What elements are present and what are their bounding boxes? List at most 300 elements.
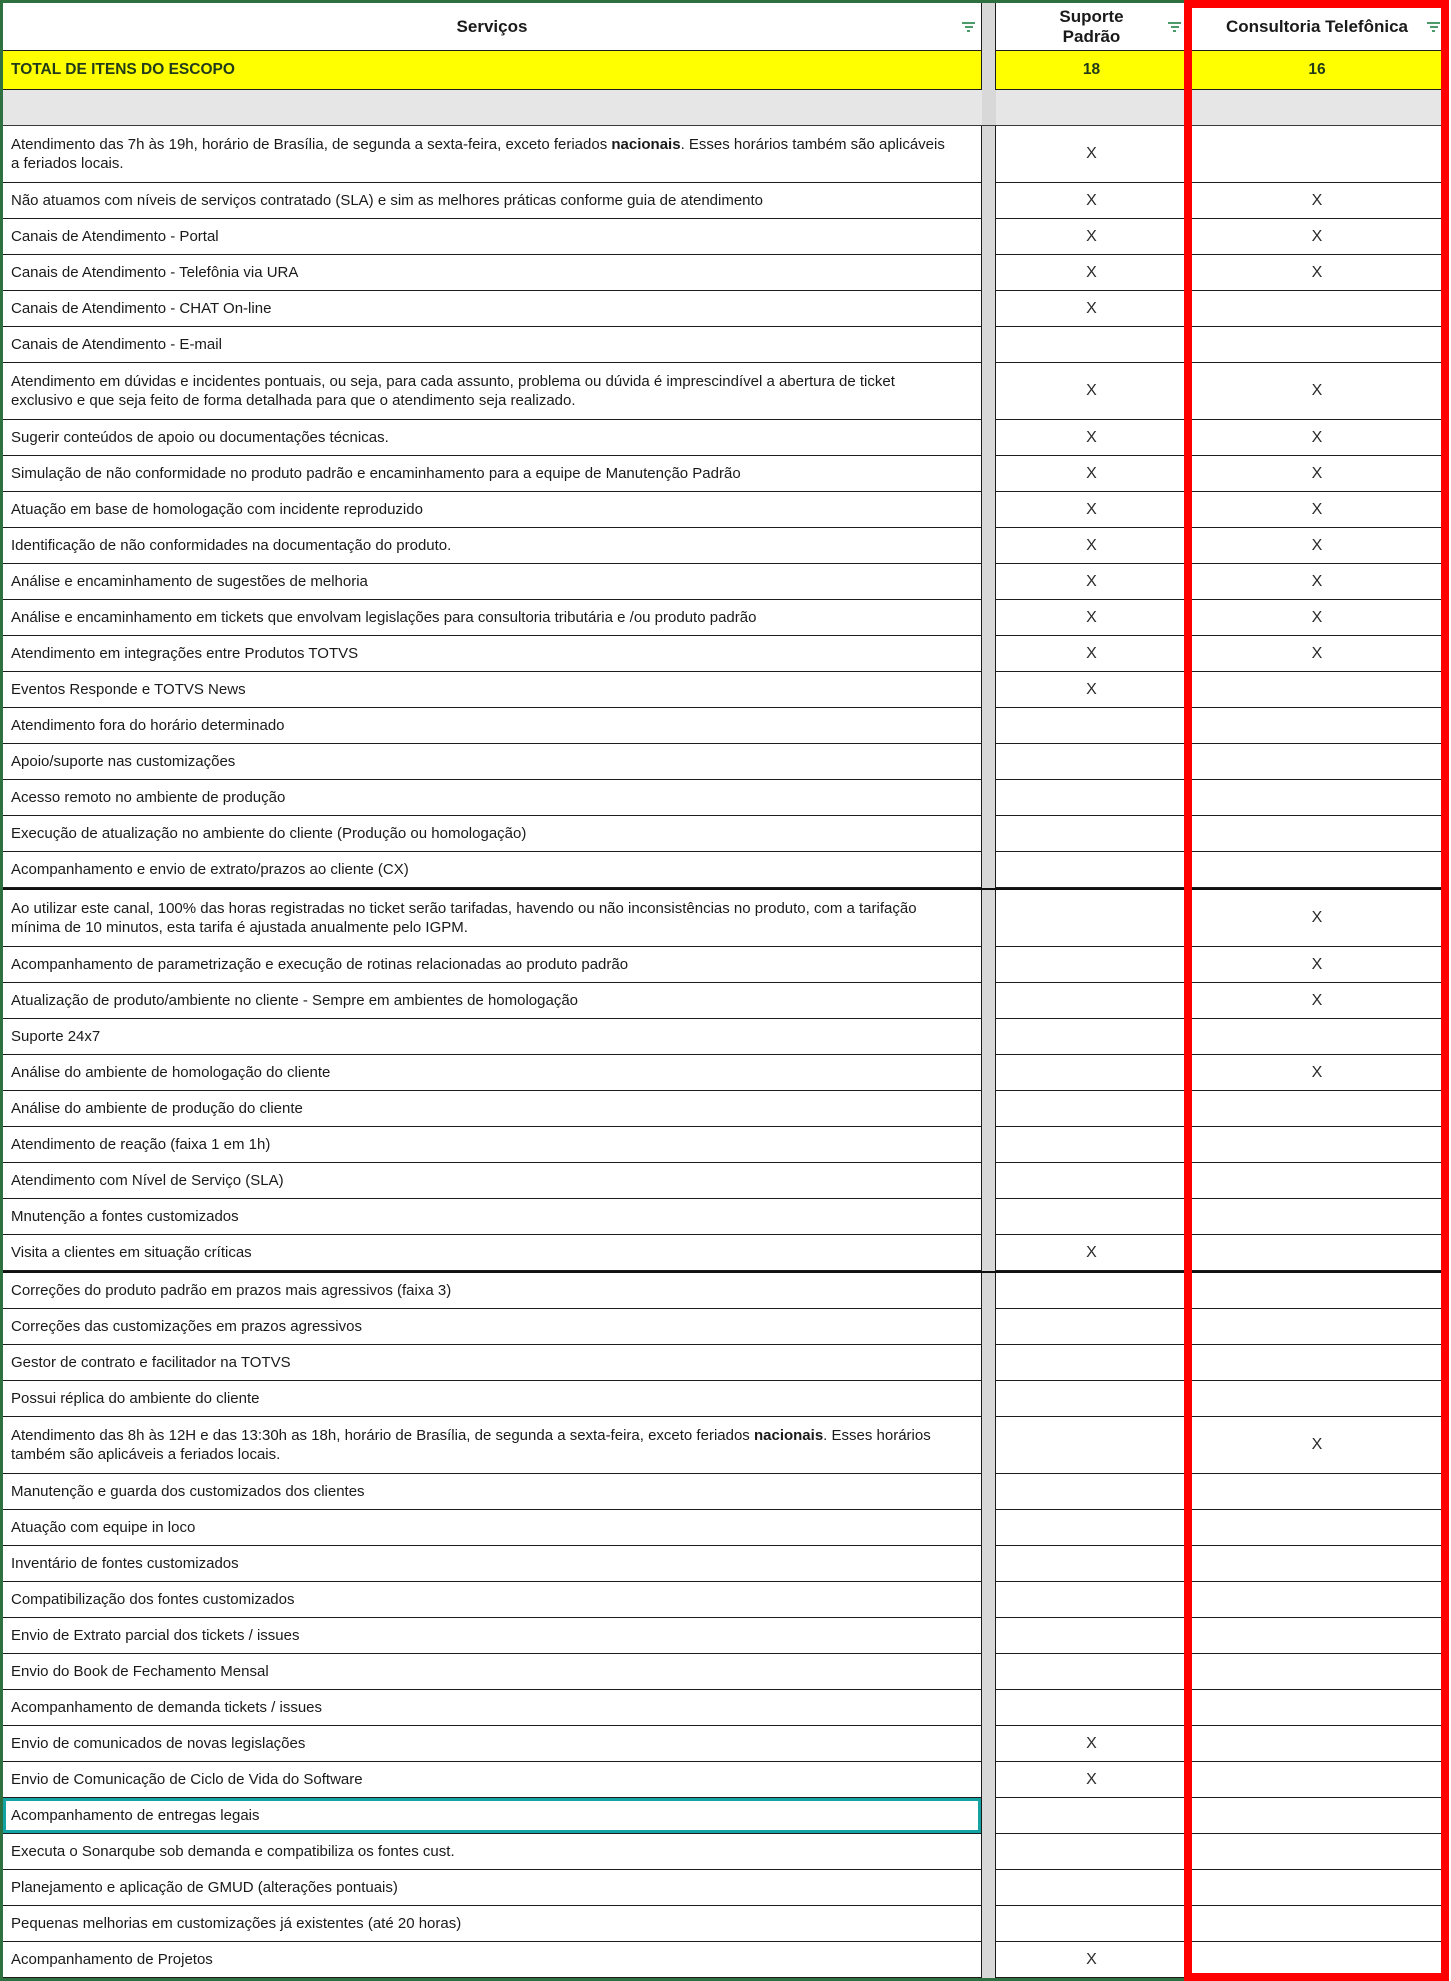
service-text: Acesso remoto no ambiente de produção bbox=[11, 788, 286, 806]
table-row bbox=[3, 126, 1446, 183]
service-text: Gestor de contrato e facilitador na TOTVS bbox=[11, 1353, 291, 1371]
spacer-column bbox=[982, 672, 996, 708]
table-row bbox=[3, 492, 1446, 528]
service-text: Atendimento de reação (faixa 1 em 1h) bbox=[11, 1135, 271, 1153]
service-text: Planejamento e aplicação de GMUD (alterações pontuais) bbox=[11, 1878, 398, 1896]
table-row bbox=[3, 363, 1446, 420]
table-row bbox=[3, 456, 1446, 492]
service-text: Acompanhamento de demanda tickets / issues bbox=[11, 1698, 323, 1716]
service-cell[interactable] bbox=[3, 1055, 982, 1091]
spacer-column bbox=[982, 1690, 996, 1726]
table-row bbox=[3, 1654, 1446, 1690]
service-cell[interactable] bbox=[3, 126, 982, 183]
service-cell[interactable] bbox=[3, 1654, 982, 1690]
spacer-column bbox=[982, 1091, 996, 1127]
spacer-column bbox=[982, 291, 996, 327]
consultoria-telefonica-cell[interactable] bbox=[1188, 780, 1446, 816]
suporte-padrao-cell[interactable]: X bbox=[996, 363, 1188, 420]
spacer-column bbox=[982, 600, 996, 636]
consultoria-telefonica-cell[interactable]: X bbox=[1188, 890, 1446, 947]
service-cell[interactable] bbox=[3, 528, 982, 564]
suporte-padrao-cell[interactable] bbox=[996, 327, 1188, 363]
spacer-column bbox=[982, 1762, 996, 1798]
service-text: Inventário de fontes customizados bbox=[11, 1554, 239, 1572]
service-cell[interactable] bbox=[3, 456, 982, 492]
service-cell[interactable] bbox=[3, 600, 982, 636]
table-row bbox=[3, 780, 1446, 816]
service-cell[interactable] bbox=[3, 1582, 982, 1618]
consultoria-telefonica-cell[interactable]: X bbox=[1188, 1055, 1446, 1091]
service-text: Canais de Atendimento - Telefônia via URA bbox=[11, 263, 299, 281]
suporte-padrao-cell[interactable] bbox=[996, 1906, 1188, 1942]
spacer-column bbox=[982, 1726, 996, 1762]
table-row bbox=[3, 1055, 1446, 1091]
service-cell[interactable] bbox=[3, 1690, 982, 1726]
column-header-label: Consultoria Telefônica bbox=[1226, 16, 1408, 36]
service-text: Não atuamos com níveis de serviços contratado (SLA) e sim as melhores práticas conforme guia de atendimento bbox=[11, 191, 764, 209]
table-row bbox=[3, 1690, 1446, 1726]
table-row bbox=[3, 1762, 1446, 1798]
consultoria-telefonica-cell[interactable] bbox=[1188, 291, 1446, 327]
spacer-column bbox=[982, 1345, 996, 1381]
table-row bbox=[3, 600, 1446, 636]
suporte-padrao-cell[interactable]: X bbox=[996, 1942, 1188, 1978]
consultoria-telefonica-cell[interactable] bbox=[1188, 816, 1446, 852]
table-row bbox=[3, 327, 1446, 363]
suporte-padrao-cell[interactable] bbox=[996, 1618, 1188, 1654]
service-cell[interactable] bbox=[3, 1546, 982, 1582]
consultoria-telefonica-cell[interactable] bbox=[1188, 1798, 1446, 1834]
consultoria-telefonica-cell[interactable] bbox=[1188, 1091, 1446, 1127]
service-cell[interactable] bbox=[3, 1510, 982, 1546]
total-label-cell[interactable] bbox=[3, 51, 982, 90]
consultoria-telefonica-cell[interactable] bbox=[1188, 1870, 1446, 1906]
spacer-column bbox=[982, 492, 996, 528]
suporte-padrao-cell[interactable] bbox=[996, 1345, 1188, 1381]
suporte-padrao-cell[interactable]: X bbox=[996, 672, 1188, 708]
service-text: Acompanhamento e envio de extrato/prazos ao cliente (CX) bbox=[11, 860, 409, 878]
suporte-padrao-cell[interactable] bbox=[996, 1582, 1188, 1618]
service-text: Executa o Sonarqube sob demanda e compatibiliza os fontes cust. bbox=[11, 1842, 455, 1860]
service-text: Atuação em base de homologação com incidente reproduzido bbox=[11, 500, 423, 518]
spacer-column bbox=[982, 1834, 996, 1870]
suporte-padrao-cell[interactable] bbox=[996, 816, 1188, 852]
spacer-column bbox=[982, 51, 996, 90]
consultoria-telefonica-cell[interactable] bbox=[1188, 1163, 1446, 1199]
table-row bbox=[3, 1942, 1446, 1978]
service-text: Atendimento em dúvidas e incidentes pontuais, ou seja, para cada assunto, problema ou dúvida é imprescindível a abertura de ticket exclusivo e que seja feito de forma detalhada para que o atendimento seja realizado. bbox=[11, 372, 895, 409]
suporte-padrao-cell[interactable]: X bbox=[996, 636, 1188, 672]
service-cell[interactable] bbox=[3, 1474, 982, 1510]
service-cell[interactable] bbox=[3, 708, 982, 744]
service-cell-selected[interactable] bbox=[3, 1798, 982, 1834]
service-cell[interactable] bbox=[3, 1127, 982, 1163]
table-row bbox=[3, 255, 1446, 291]
spacer-column bbox=[982, 1273, 996, 1309]
service-cell[interactable] bbox=[3, 672, 982, 708]
table-row bbox=[3, 564, 1446, 600]
total-consultoria-value[interactable]: 16 bbox=[1188, 51, 1446, 90]
spacer-column bbox=[982, 1417, 996, 1474]
service-text: Apoio/suporte nas customizações bbox=[11, 752, 236, 770]
service-cell[interactable] bbox=[3, 816, 982, 852]
service-text: Envio de Extrato parcial dos tickets / issues bbox=[11, 1626, 300, 1644]
table-row bbox=[3, 1235, 1446, 1271]
suporte-padrao-cell[interactable] bbox=[996, 780, 1188, 816]
spacer-column bbox=[982, 1474, 996, 1510]
service-text: Análise e encaminhamento em tickets que envolvam legislações para consultoria tributária e /ou produto padrão bbox=[11, 608, 757, 626]
consultoria-telefonica-cell[interactable] bbox=[1188, 672, 1446, 708]
service-text: Acompanhamento de Projetos bbox=[11, 1950, 213, 1968]
service-cell[interactable] bbox=[3, 1417, 982, 1474]
table-row bbox=[3, 983, 1446, 1019]
consultoria-telefonica-cell[interactable]: X bbox=[1188, 363, 1446, 420]
spacer-column bbox=[982, 1546, 996, 1582]
consultoria-telefonica-cell[interactable] bbox=[1188, 1942, 1446, 1978]
consultoria-telefonica-cell[interactable] bbox=[1188, 1690, 1446, 1726]
service-cell[interactable] bbox=[3, 564, 982, 600]
service-text: Visita a clientes em situação críticas bbox=[11, 1243, 252, 1261]
consultoria-telefonica-cell[interactable]: X bbox=[1188, 492, 1446, 528]
suporte-padrao-cell[interactable] bbox=[996, 890, 1188, 947]
consultoria-telefonica-cell[interactable] bbox=[1188, 1654, 1446, 1690]
spacer-column bbox=[982, 780, 996, 816]
table-row bbox=[3, 816, 1446, 852]
service-cell[interactable] bbox=[3, 255, 982, 291]
service-cell[interactable] bbox=[3, 363, 982, 420]
suporte-padrao-cell[interactable]: X bbox=[996, 456, 1188, 492]
suporte-padrao-cell[interactable] bbox=[996, 983, 1188, 1019]
table-row bbox=[3, 947, 1446, 983]
consultoria-telefonica-cell[interactable]: X bbox=[1188, 947, 1446, 983]
consultoria-telefonica-cell[interactable]: X bbox=[1188, 420, 1446, 456]
suporte-padrao-cell[interactable] bbox=[996, 1273, 1188, 1309]
table-row bbox=[3, 1906, 1446, 1942]
service-text: Correções do produto padrão em prazos mais agressivos (faixa 3) bbox=[11, 1281, 452, 1299]
consultoria-telefonica-cell[interactable] bbox=[1188, 1235, 1446, 1271]
suporte-padrao-cell[interactable] bbox=[996, 1417, 1188, 1474]
service-cell[interactable] bbox=[3, 852, 982, 888]
service-text: Atuação com equipe in loco bbox=[11, 1518, 196, 1536]
table-row bbox=[3, 1345, 1446, 1381]
spacer-column bbox=[982, 1127, 996, 1163]
service-text: Manutenção e guarda dos customizados dos clientes bbox=[11, 1482, 365, 1500]
consultoria-telefonica-cell[interactable] bbox=[1188, 1582, 1446, 1618]
suporte-padrao-cell[interactable] bbox=[996, 1163, 1188, 1199]
table-row bbox=[3, 1834, 1446, 1870]
suporte-padrao-cell[interactable]: X bbox=[996, 291, 1188, 327]
consultoria-telefonica-cell[interactable] bbox=[1188, 1906, 1446, 1942]
column-header-suporte-padrao[interactable] bbox=[996, 3, 1188, 51]
table-row bbox=[3, 1510, 1446, 1546]
consultoria-telefonica-cell[interactable]: X bbox=[1188, 600, 1446, 636]
spacer-column bbox=[982, 183, 996, 219]
consultoria-telefonica-cell[interactable] bbox=[1188, 327, 1446, 363]
table-row bbox=[3, 1417, 1446, 1474]
suporte-padrao-cell[interactable] bbox=[996, 1055, 1188, 1091]
consultoria-telefonica-cell[interactable] bbox=[1188, 1273, 1446, 1309]
suporte-padrao-cell[interactable] bbox=[996, 744, 1188, 780]
consultoria-telefonica-cell[interactable] bbox=[1188, 708, 1446, 744]
suporte-padrao-cell[interactable] bbox=[996, 1510, 1188, 1546]
suporte-padrao-cell[interactable] bbox=[996, 1309, 1188, 1345]
service-cell[interactable] bbox=[3, 1345, 982, 1381]
service-text: Identificação de não conformidades na documentação do produto. bbox=[11, 536, 452, 554]
spacer-column bbox=[982, 1582, 996, 1618]
spacer-column bbox=[982, 1510, 996, 1546]
consultoria-telefonica-cell[interactable] bbox=[1188, 1199, 1446, 1235]
table-row bbox=[3, 219, 1446, 255]
table-row bbox=[3, 1091, 1446, 1127]
service-cell[interactable] bbox=[3, 1309, 982, 1345]
spacer-column bbox=[982, 852, 996, 888]
spacer-column bbox=[982, 420, 996, 456]
spacer-column bbox=[982, 1654, 996, 1690]
spacer-column bbox=[982, 890, 996, 947]
service-text: Correções das customizações em prazos agressivos bbox=[11, 1317, 362, 1335]
total-row bbox=[3, 51, 1446, 90]
service-cell[interactable] bbox=[3, 1273, 982, 1309]
suporte-padrao-cell[interactable] bbox=[996, 1019, 1188, 1055]
service-cell[interactable] bbox=[3, 744, 982, 780]
consultoria-telefonica-cell[interactable] bbox=[1188, 126, 1446, 183]
consultoria-telefonica-cell[interactable] bbox=[1188, 1762, 1446, 1798]
consultoria-telefonica-cell[interactable] bbox=[1188, 852, 1446, 888]
spacer-column bbox=[982, 126, 996, 183]
service-text: Envio do Book de Fechamento Mensal bbox=[11, 1662, 269, 1680]
service-text: Mnutenção a fontes customizados bbox=[11, 1207, 239, 1225]
table-row bbox=[3, 852, 1446, 888]
suporte-padrao-cell[interactable]: X bbox=[996, 564, 1188, 600]
service-cell[interactable] bbox=[3, 183, 982, 219]
service-text: Possui réplica do ambiente do cliente bbox=[11, 1389, 260, 1407]
consultoria-telefonica-cell[interactable] bbox=[1188, 1618, 1446, 1654]
suporte-padrao-cell[interactable]: X bbox=[996, 1726, 1188, 1762]
service-cell[interactable] bbox=[3, 1870, 982, 1906]
suporte-padrao-cell[interactable] bbox=[996, 1381, 1188, 1417]
service-text: Compatibilização dos fontes customizados bbox=[11, 1590, 295, 1608]
service-cell[interactable] bbox=[3, 1942, 982, 1978]
consultoria-telefonica-cell[interactable] bbox=[1188, 1726, 1446, 1762]
service-text: Simulação de não conformidade no produto padrão e encaminhamento para a equipe de Manutenção Padrão bbox=[11, 464, 741, 482]
service-text: Envio de comunicados de novas legislações bbox=[11, 1734, 306, 1752]
service-cell[interactable] bbox=[3, 780, 982, 816]
spacer-column bbox=[982, 708, 996, 744]
service-text: Acompanhamento de entregas legais bbox=[11, 1806, 260, 1824]
spacer-column bbox=[982, 744, 996, 780]
suporte-padrao-cell[interactable] bbox=[996, 708, 1188, 744]
header-row bbox=[3, 3, 1446, 51]
filter-icon[interactable] bbox=[1168, 22, 1181, 32]
suporte-padrao-cell[interactable] bbox=[996, 1199, 1188, 1235]
consultoria-telefonica-cell[interactable] bbox=[1188, 1474, 1446, 1510]
service-cell[interactable] bbox=[3, 1906, 982, 1942]
table-row bbox=[3, 1546, 1446, 1582]
spacer-column bbox=[982, 3, 996, 51]
table-row bbox=[3, 1163, 1446, 1199]
column-header-servicos[interactable] bbox=[3, 3, 982, 51]
spacer-row bbox=[3, 90, 1446, 126]
service-text: Atendimento fora do horário determinado bbox=[11, 716, 285, 734]
table-row bbox=[3, 528, 1446, 564]
consultoria-telefonica-cell[interactable]: X bbox=[1188, 983, 1446, 1019]
service-text: Canais de Atendimento - Portal bbox=[11, 227, 219, 245]
suporte-padrao-cell[interactable]: X bbox=[996, 420, 1188, 456]
spacer-column bbox=[982, 1055, 996, 1091]
service-cell[interactable] bbox=[3, 1235, 982, 1271]
suporte-padrao-cell[interactable] bbox=[996, 1546, 1188, 1582]
suporte-padrao-cell[interactable] bbox=[996, 1690, 1188, 1726]
service-text: Ao utilizar este canal, 100% das horas registradas no ticket serão tarifadas, havendo ou não inconsistências no produto, com a tarifação mínima de 10 minutos, esta tarifa é ajustada anualmente pelo IGPM. bbox=[11, 899, 917, 936]
service-text: Análise do ambiente de homologação do cliente bbox=[11, 1063, 331, 1081]
consultoria-telefonica-cell[interactable] bbox=[1188, 1127, 1446, 1163]
table-row bbox=[3, 708, 1446, 744]
suporte-padrao-cell[interactable]: X bbox=[996, 600, 1188, 636]
consultoria-telefonica-cell[interactable]: X bbox=[1188, 1417, 1446, 1474]
suporte-padrao-cell[interactable]: X bbox=[996, 528, 1188, 564]
service-text: Sugerir conteúdos de apoio ou documentações técnicas. bbox=[11, 428, 389, 446]
table-row bbox=[3, 636, 1446, 672]
spacer-column bbox=[982, 327, 996, 363]
service-cell[interactable] bbox=[3, 983, 982, 1019]
service-cell[interactable] bbox=[3, 492, 982, 528]
suporte-padrao-cell[interactable] bbox=[996, 947, 1188, 983]
service-cell[interactable] bbox=[3, 1726, 982, 1762]
service-text: Canais de Atendimento - CHAT On-line bbox=[11, 299, 272, 317]
spacer-column bbox=[982, 219, 996, 255]
filter-icon[interactable] bbox=[1427, 22, 1440, 32]
consultoria-telefonica-cell[interactable] bbox=[1188, 744, 1446, 780]
suporte-padrao-cell[interactable] bbox=[996, 1474, 1188, 1510]
table-row bbox=[3, 1870, 1446, 1906]
consultoria-telefonica-cell[interactable] bbox=[1188, 1546, 1446, 1582]
table-row bbox=[3, 1726, 1446, 1762]
spacer-column bbox=[982, 983, 996, 1019]
spacer-column bbox=[982, 816, 996, 852]
table-row bbox=[3, 1019, 1446, 1055]
suporte-padrao-cell[interactable] bbox=[996, 1654, 1188, 1690]
consultoria-telefonica-cell[interactable]: X bbox=[1188, 255, 1446, 291]
consultoria-telefonica-cell[interactable]: X bbox=[1188, 183, 1446, 219]
suporte-padrao-cell[interactable]: X bbox=[996, 255, 1188, 291]
spacer-column bbox=[982, 255, 996, 291]
service-cell[interactable] bbox=[3, 947, 982, 983]
service-text: Análise e encaminhamento de sugestões de melhoria bbox=[11, 572, 368, 590]
consultoria-telefonica-cell[interactable]: X bbox=[1188, 564, 1446, 600]
spacer-column bbox=[982, 528, 996, 564]
service-cell[interactable] bbox=[3, 1381, 982, 1417]
service-text: Atendimento com Nível de Serviço (SLA) bbox=[11, 1171, 284, 1189]
service-cell[interactable] bbox=[3, 1091, 982, 1127]
service-cell[interactable] bbox=[3, 420, 982, 456]
suporte-padrao-cell[interactable] bbox=[996, 1798, 1188, 1834]
consultoria-telefonica-cell[interactable] bbox=[1188, 1019, 1446, 1055]
service-text: Pequenas melhorias em customizações já existentes (até 20 horas) bbox=[11, 1914, 462, 1932]
consultoria-telefonica-cell[interactable] bbox=[1188, 1510, 1446, 1546]
suporte-padrao-cell[interactable]: X bbox=[996, 219, 1188, 255]
consultoria-telefonica-cell[interactable]: X bbox=[1188, 528, 1446, 564]
service-cell[interactable] bbox=[3, 1199, 982, 1235]
service-cell[interactable] bbox=[3, 219, 982, 255]
suporte-padrao-cell[interactable] bbox=[996, 1091, 1188, 1127]
service-cell[interactable] bbox=[3, 1163, 982, 1199]
consultoria-telefonica-cell[interactable] bbox=[1188, 1834, 1446, 1870]
table-row bbox=[3, 1381, 1446, 1417]
service-text: Atualização de produto/ambiente no cliente - Sempre em ambientes de homologação bbox=[11, 991, 579, 1009]
service-text: Canais de Atendimento - E-mail bbox=[11, 335, 222, 353]
table-row bbox=[3, 1127, 1446, 1163]
suporte-padrao-cell[interactable] bbox=[996, 1834, 1188, 1870]
table-row bbox=[3, 1309, 1446, 1345]
service-cell[interactable] bbox=[3, 1762, 982, 1798]
spacer-column bbox=[982, 1381, 996, 1417]
table-row bbox=[3, 744, 1446, 780]
spacer-column bbox=[982, 1199, 996, 1235]
service-cell[interactable] bbox=[3, 890, 982, 947]
suporte-padrao-cell[interactable] bbox=[996, 1870, 1188, 1906]
service-text: Análise do ambiente de produção do cliente bbox=[11, 1099, 303, 1117]
service-text: Envio de Comunicação de Ciclo de Vida do Software bbox=[11, 1770, 363, 1788]
table-row bbox=[3, 1199, 1446, 1235]
service-cell[interactable] bbox=[3, 327, 982, 363]
spacer-column bbox=[982, 1798, 996, 1834]
table-row bbox=[3, 1618, 1446, 1654]
service-text: Atendimento das 7h às 19h, horário de Brasília, de segunda a sexta-feira, exceto feriados nacionais. Esses horários também são aplicáveis a feriados locais. bbox=[11, 135, 945, 172]
suporte-padrao-cell[interactable]: X bbox=[996, 126, 1188, 183]
suporte-padrao-cell[interactable]: X bbox=[996, 1235, 1188, 1271]
total-label: TOTAL DE ITENS DO ESCOPO bbox=[11, 61, 235, 79]
service-cell[interactable] bbox=[3, 636, 982, 672]
consultoria-telefonica-cell[interactable]: X bbox=[1188, 636, 1446, 672]
table-row bbox=[3, 1582, 1446, 1618]
column-header-label: Serviços bbox=[456, 16, 528, 36]
service-cell[interactable] bbox=[3, 1618, 982, 1654]
spacer-column bbox=[982, 1163, 996, 1199]
service-text: Execução de atualização no ambiente do cliente (Produção ou homologação) bbox=[11, 824, 527, 842]
table-row bbox=[3, 183, 1446, 219]
table-row bbox=[3, 1474, 1446, 1510]
spacer-column bbox=[982, 456, 996, 492]
spacer-column bbox=[982, 1618, 996, 1654]
suporte-padrao-cell[interactable]: X bbox=[996, 183, 1188, 219]
consultoria-telefonica-cell[interactable] bbox=[1188, 1381, 1446, 1417]
table-row bbox=[3, 1798, 1446, 1834]
suporte-padrao-cell[interactable] bbox=[996, 1127, 1188, 1163]
table-body bbox=[3, 126, 1446, 1978]
spacer-column bbox=[982, 1235, 996, 1271]
suporte-padrao-cell[interactable]: X bbox=[996, 492, 1188, 528]
consultoria-telefonica-cell[interactable] bbox=[1188, 1345, 1446, 1381]
consultoria-telefonica-cell[interactable]: X bbox=[1188, 456, 1446, 492]
service-cell[interactable] bbox=[3, 291, 982, 327]
total-suporte-value[interactable]: 18 bbox=[996, 51, 1188, 90]
spacer-column bbox=[982, 1019, 996, 1055]
suporte-padrao-cell[interactable]: X bbox=[996, 1762, 1188, 1798]
consultoria-telefonica-cell[interactable]: X bbox=[1188, 219, 1446, 255]
spacer-column bbox=[982, 1942, 996, 1978]
service-text: Atendimento em integrações entre Produtos TOTVS bbox=[11, 644, 359, 662]
service-cell[interactable] bbox=[3, 1834, 982, 1870]
suporte-padrao-cell[interactable] bbox=[996, 852, 1188, 888]
column-header-consultoria-telefonica[interactable] bbox=[1188, 3, 1446, 51]
table-row bbox=[3, 1271, 1446, 1309]
service-cell[interactable] bbox=[3, 1019, 982, 1055]
filter-icon[interactable] bbox=[962, 22, 975, 32]
spacer-column bbox=[982, 564, 996, 600]
consultoria-telefonica-cell[interactable] bbox=[1188, 1309, 1446, 1345]
service-text: Acompanhamento de parametrização e execução de rotinas relacionadas ao produto padrão bbox=[11, 955, 629, 973]
spacer-column bbox=[982, 1870, 996, 1906]
